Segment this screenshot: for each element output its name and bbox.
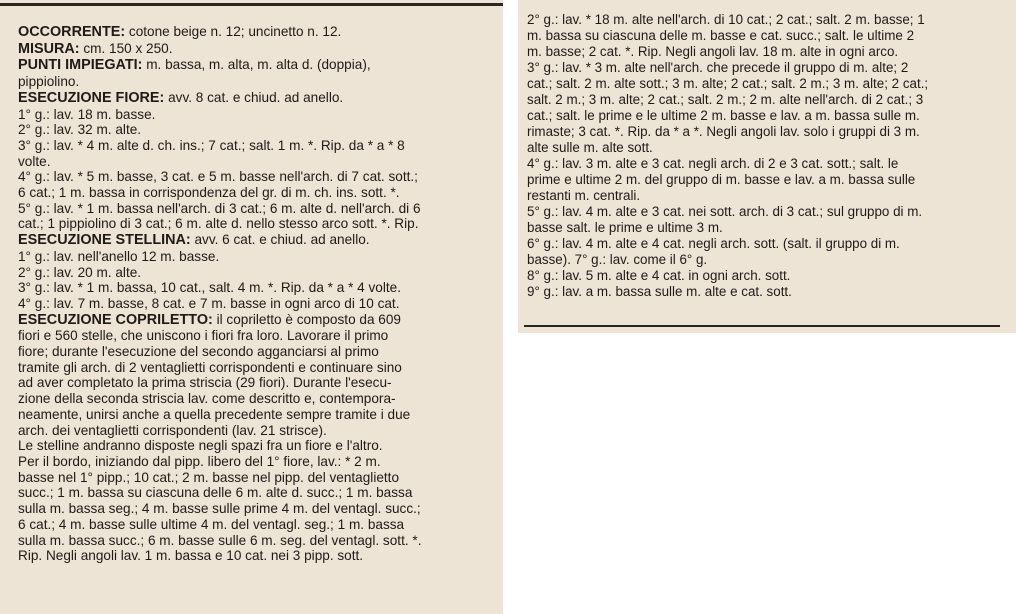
line-text: Per il bordo, iniziando dal pipp. libero del 1° fiore, lav.: * 2 m.: [18, 453, 381, 469]
line-text: 4° g.: lav. 7 m. basse, 8 cat. e 7 m. basse in ogni arco di 10 cat.: [18, 295, 400, 311]
text-line: [18, 249, 489, 265]
text-line: [18, 296, 489, 312]
line-text: avv. 8 cat. e chiud. ad anello.: [164, 89, 344, 105]
text-line: [18, 74, 489, 90]
line-text: cat.; 1 pippiolino di 3 cat.; 6 m. alte d. nello stesso arco sott. *. Rip.: [18, 216, 419, 232]
text-line: [18, 185, 489, 201]
text-line: [18, 41, 489, 58]
line-text: zione della seconda striscia lav. come descritto e, contempora-: [18, 391, 396, 407]
text-line: [18, 391, 489, 407]
text-line: [18, 265, 489, 281]
text-line: [18, 201, 489, 217]
left-column: [0, 0, 503, 614]
line-text: 2° g.: lav. 32 m. alte.: [18, 122, 142, 138]
text-line: [18, 122, 489, 138]
line-text: pippiolino.: [18, 74, 80, 90]
text-line: [18, 438, 489, 454]
right-column: [518, 0, 1016, 333]
text-line: [18, 138, 489, 154]
line-text: 1° g.: lav. nell'anello 12 m. basse.: [18, 248, 220, 264]
text-line: basse salt. le prime e ultime 3 m.: [527, 220, 723, 235]
section-heading: ESECUZIONE FIORE:: [18, 89, 165, 106]
line-text: 6 cat.; 1 m. bassa in corrispondenza del gr. di m. ch. ins. sott. *.: [18, 185, 400, 201]
text-line: [18, 360, 489, 376]
line-text: 4° g.: lav. * 5 m. basse, 3 cat. e 5 m. basse nell'arch. di 7 cat. sott.;: [18, 169, 418, 185]
line-text: Rip. Negli angoli lav. 1 m. bassa e 10 cat. nei 3 pipp. sott.: [18, 548, 364, 564]
text-line: cat.; salt. 2 m. alte sott.; 3 m. alte; 2 cat.; salt. 2 m.; 3 m. alte; 2 cat.;: [527, 76, 929, 91]
section-heading: ESECUZIONE COPRILETTO:: [18, 311, 213, 328]
text-line: cat.; salt. le prime e le ultime 2 m. basse e lav. a m. bassa sulle m.: [527, 108, 920, 123]
text-line: [18, 517, 489, 533]
line-text: 1° g.: lav. 18 m. basse.: [18, 106, 156, 122]
section-heading: MISURA:: [18, 40, 80, 57]
text-line: [18, 375, 489, 391]
text-line: [18, 454, 489, 470]
text-line: [18, 57, 489, 74]
text-line: [18, 485, 489, 501]
text-line: 9° g.: lav. a m. bassa sulle m. alte e cat. sott.: [527, 284, 792, 299]
line-text: 2° g.: lav. 20 m. alte.: [18, 264, 142, 280]
text-line: 2° g.: lav. * 18 m. alte nell'arch. di 10 cat.; 2 cat.; salt. 2 m. basse; 1: [527, 12, 925, 27]
line-text: cotone beige n. 12; uncinetto n. 12.: [125, 24, 342, 39]
line-text: fiori e 560 stelle, che uniscono i fiori fra loro. Lavorare il primo: [18, 328, 389, 344]
line-text: volte.: [18, 153, 51, 169]
line-text: arch. dei ventaglietti corrispondenti (lav. 21 strisce).: [18, 422, 327, 438]
line-text: sulla m. bassa seg.; 4 m. basse sulle prime 4 m. del ventagl. succ.;: [18, 501, 421, 517]
text-line: 8° g.: lav. 5 m. alte e 4 cat. in ogni arch. sott.: [527, 268, 791, 283]
text-line: prime e ultime 2 m. del gruppo di m. basse e lav. a m. bassa sulle: [527, 172, 916, 187]
text-line: [18, 328, 489, 344]
line-text: succ.; 1 m. bassa su ciascuna delle 6 m. alte d. succ.; 1 m. bassa: [18, 485, 413, 501]
text-line: rimaste; 3 cat. *. Rip. da * a *. Negli angoli lav. solo i gruppi di 3 m.: [527, 124, 920, 139]
line-text: 3° g.: lav. * 4 m. alte d. ch. ins.; 7 cat.; salt. 1 m. *. Rip. da * a * 8: [18, 137, 405, 153]
text-line: [18, 107, 489, 123]
text-line: 3° g.: lav. * 3 m. alte nell'arch. che precede il gruppo di m. alte; 2: [527, 60, 909, 75]
text-line: [18, 423, 489, 439]
left-text-block: [18, 24, 489, 564]
line-text: neamente, unirsi anche a quella precedente sempre tramite i due: [18, 406, 411, 422]
line-text: 6 cat.; 4 m. basse sulle ultime 4 m. del ventagl. seg.; 1 m. bassa: [18, 516, 405, 532]
line-text: cm. 150 x 250.: [79, 40, 173, 56]
text-line: 5° g.: lav. 4 m. alte e 3 cat. nei sott. arch. di 3 cat.; sul gruppo di m.: [527, 204, 923, 219]
line-text: Le stelline andranno disposte negli spazi fra un fiore e l'altro.: [18, 438, 383, 454]
text-line: 6° g.: lav. 4 m. alte e 4 cat. negli arch. sott. (salt. il gruppo di m.: [527, 236, 900, 251]
line-text: il copriletto è composto da 609: [212, 311, 401, 327]
line-text: ad aver completato la prima striscia (29 fiori). Durante l'esecu-: [18, 375, 392, 391]
section-heading: ESECUZIONE STELLINA:: [18, 232, 191, 249]
text-line: [18, 90, 489, 107]
text-line: [18, 169, 489, 185]
text-line: alte sulle m. alte sott.: [527, 140, 653, 155]
line-text: basse nel 1° pipp.; 10 cat.; 2 m. basse nel pipp. del ventaglietto: [18, 469, 400, 485]
top-rule: [0, 3, 503, 6]
text-line: restanti m. centrali.: [527, 188, 641, 203]
text-line: [18, 344, 489, 360]
line-text: sulla m. bassa succ.; 6 m. basse sulle 6 m. seg. del ventagl. sott. *.: [18, 532, 422, 548]
text-line: m. bassa su ciascuna delle m. basse e cat. succ.; salt. le ultime 2: [527, 28, 915, 43]
text-line: [18, 216, 489, 232]
text-line: [18, 24, 489, 41]
line-text: m. bassa, m. alta, m. alta d. (doppia),: [142, 57, 371, 73]
text-line: [18, 312, 489, 329]
line-text: 5° g.: lav. * 1 m. bassa nell'arch. di 3 cat.; 6 m. alte d. nell'arch. di 6: [18, 200, 421, 216]
section-heading: OCCORRENTE:: [18, 24, 126, 40]
text-line: [18, 232, 489, 249]
line-text: tramite gli arch. di 2 ventaglietti corrispondenti e continuare sino: [18, 359, 402, 375]
text-line: [18, 407, 489, 423]
text-line: 4° g.: lav. 3 m. alte e 3 cat. negli arch. di 2 e 3 cat. sott.; salt. le: [527, 156, 899, 171]
line-text: fiore; durante l'esecuzione del secondo agganciarsi al primo: [18, 344, 379, 360]
text-line: [18, 154, 489, 170]
text-line: basse). 7° g.: lav. come il 6° g.: [527, 252, 708, 267]
text-line: salt. 2 m.; 3 m. alte; 2 cat.; salt. 2 m.; 2 m. alte nell'arch. di 2 cat.; 3: [527, 92, 924, 107]
line-text: 3° g.: lav. * 1 m. bassa, 10 cat., salt. 4 m. *. Rip. da * a * 4 volte.: [18, 280, 401, 296]
text-line: [18, 280, 489, 296]
bottom-rule: [524, 325, 1000, 327]
text-line: m. basse; 2 cat. *. Rip. Negli angoli lav. 18 m. alte in ogni arco.: [527, 44, 899, 59]
right-text-block: [527, 12, 1006, 300]
text-line: [18, 470, 489, 486]
text-line: [18, 501, 489, 517]
text-line: [18, 548, 489, 564]
line-text: avv. 6 cat. e chiud. ad anello.: [190, 232, 370, 248]
section-heading: PUNTI IMPIEGATI:: [18, 57, 143, 74]
text-line: [18, 533, 489, 549]
